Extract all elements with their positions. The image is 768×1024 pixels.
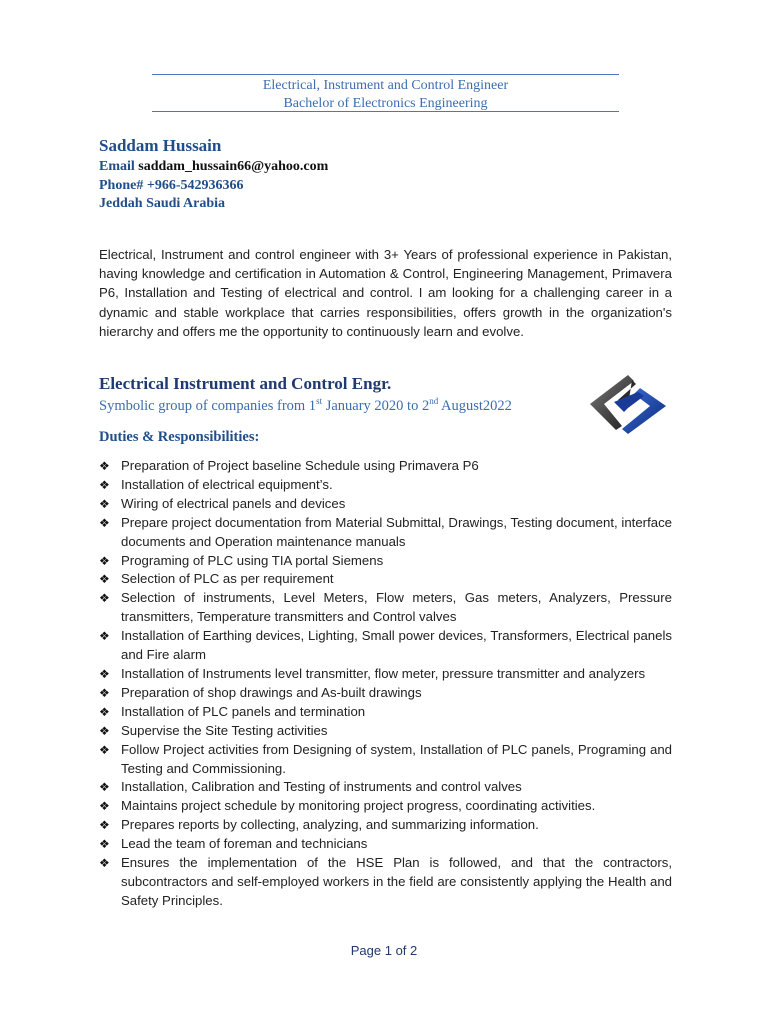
duty-item xyxy=(99,495,672,514)
duty-text: Installation of electrical equipment’s. xyxy=(121,476,333,492)
duty-text: Maintains project schedule by monitoring project progress, coordinating activities. xyxy=(121,798,596,814)
diamond-bullet-icon: ❖ xyxy=(99,780,110,795)
diamond-bullet-icon: ❖ xyxy=(99,723,110,738)
company-period xyxy=(99,396,512,415)
duty-item xyxy=(99,854,672,911)
company-middle: January 2020 to 2 xyxy=(322,397,430,414)
company-s-logo-icon xyxy=(588,372,668,436)
duty-text: Lead the team of foreman and technicians xyxy=(121,836,368,852)
duty-text: Installation of Instruments level transmitter, flow meter, pressure transmitter and analyzers xyxy=(121,665,646,681)
duty-text: Programing of PLC using TIA portal Siemens xyxy=(121,552,384,568)
diamond-bullet-icon: ❖ xyxy=(99,553,110,568)
duty-item xyxy=(99,627,672,665)
start-ordinal: st xyxy=(316,396,323,406)
duty-text: Installation of PLC panels and termination xyxy=(121,703,366,719)
duty-item xyxy=(99,457,672,476)
duty-item xyxy=(99,589,672,627)
page-number: Page 1 of 2 xyxy=(350,943,418,958)
company-prefix: Symbolic group of companies from 1 xyxy=(99,397,317,414)
duty-item xyxy=(99,797,672,816)
diamond-bullet-icon: ❖ xyxy=(99,685,110,700)
phone-line: Phone# +966-542936366 xyxy=(99,178,244,193)
header-subtitle-degree: Bachelor of Electronics Engineering xyxy=(283,96,488,111)
header-subtitle-title: Electrical, Instrument and Control Engineer xyxy=(262,78,509,93)
duty-text: Wiring of electrical panels and devices xyxy=(121,495,346,511)
duty-item xyxy=(99,476,672,495)
email-value[interactable]: saddam_hussain66@yahoo.com xyxy=(138,159,329,174)
location-line: Jeddah Saudi Arabia xyxy=(99,196,226,211)
duty-text: Prepares reports by collecting, analyzing, and summarizing information. xyxy=(121,817,539,833)
diamond-bullet-icon: ❖ xyxy=(99,856,110,871)
duty-text: Preparation of Project baseline Schedule using Primavera P6 xyxy=(121,458,479,473)
duty-item xyxy=(99,570,672,589)
diamond-bullet-icon: ❖ xyxy=(99,515,110,530)
email-label: Email xyxy=(99,159,135,174)
diamond-bullet-icon: ❖ xyxy=(99,459,110,473)
diamond-bullet-icon: ❖ xyxy=(99,477,110,492)
duty-text: Installation, Calibration and Testing of instruments and control valves xyxy=(121,779,522,795)
job-title: Electrical Instrument and Control Engr. xyxy=(99,374,392,393)
professional-summary: Electrical, Instrument and control engineer with 3+ Years of professional experience in Pakistan, having knowledge and certification in Automation & Control, Engineering Management, Primavera P6, Installation and Testing of electrical and control. I am looking for a challenging career in a dynamic and stable workplace that carries responsibilities, offers growth in the organization's hierarchy and offers me the opportunity to continuously learn and evolve. xyxy=(99,247,672,339)
duty-text: Preparation of shop drawings and As-built drawings xyxy=(121,684,422,700)
diamond-bullet-icon: ❖ xyxy=(99,572,110,587)
diamond-bullet-icon: ❖ xyxy=(99,837,110,852)
duty-item xyxy=(99,514,672,552)
duty-item xyxy=(99,741,672,779)
duty-text: Prepare project documentation from Material Submittal, Drawings, Testing document, interface documents and Operation maintenance manuals xyxy=(121,514,672,549)
duty-text: Selection of instruments, Level Meters, Flow meters, Gas meters, Analyzers, Pressure transmitters, Temperature transmitters and Control valves xyxy=(121,590,672,625)
duty-text: Ensures the implementation of the HSE Plan is followed, and that the contractors, subcontractors and self-employed workers in the field are consistently applying the Health and Safety Principles. xyxy=(121,855,672,908)
duty-text: Installation of Earthing devices, Lighting, Small power devices, Transformers, Electrical panels and Fire alarm xyxy=(121,628,672,663)
duty-item xyxy=(99,778,672,797)
duty-item xyxy=(99,816,672,835)
end-ordinal: nd xyxy=(429,396,439,406)
duty-text: Selection of PLC as per requirement xyxy=(121,571,334,587)
diamond-bullet-icon: ❖ xyxy=(99,496,110,511)
duties-heading: Duties & Responsibilities: xyxy=(99,429,260,445)
duty-item xyxy=(99,684,672,703)
duty-item xyxy=(99,552,672,571)
duty-text: Follow Project activities from Designing of system, Installation of PLC panels, Programing and Testing and Commissioning. xyxy=(121,741,672,776)
duty-item xyxy=(99,703,672,722)
candidate-name: Saddam Hussain xyxy=(99,136,222,155)
diamond-bullet-icon: ❖ xyxy=(99,666,110,681)
header-top-rule xyxy=(152,74,619,75)
diamond-bullet-icon: ❖ xyxy=(99,629,110,644)
diamond-bullet-icon: ❖ xyxy=(99,704,110,719)
duties-list xyxy=(99,457,672,911)
email-line xyxy=(99,158,328,176)
duty-item xyxy=(99,665,672,684)
diamond-bullet-icon: ❖ xyxy=(99,818,110,833)
duty-text: Supervise the Site Testing activities xyxy=(121,722,328,738)
header-bottom-rule xyxy=(152,111,619,112)
diamond-bullet-icon: ❖ xyxy=(99,742,110,757)
duty-item xyxy=(99,722,672,741)
duty-item xyxy=(99,835,672,854)
diamond-bullet-icon: ❖ xyxy=(99,591,110,606)
diamond-bullet-icon: ❖ xyxy=(99,799,110,814)
company-end: August2022 xyxy=(438,397,512,414)
